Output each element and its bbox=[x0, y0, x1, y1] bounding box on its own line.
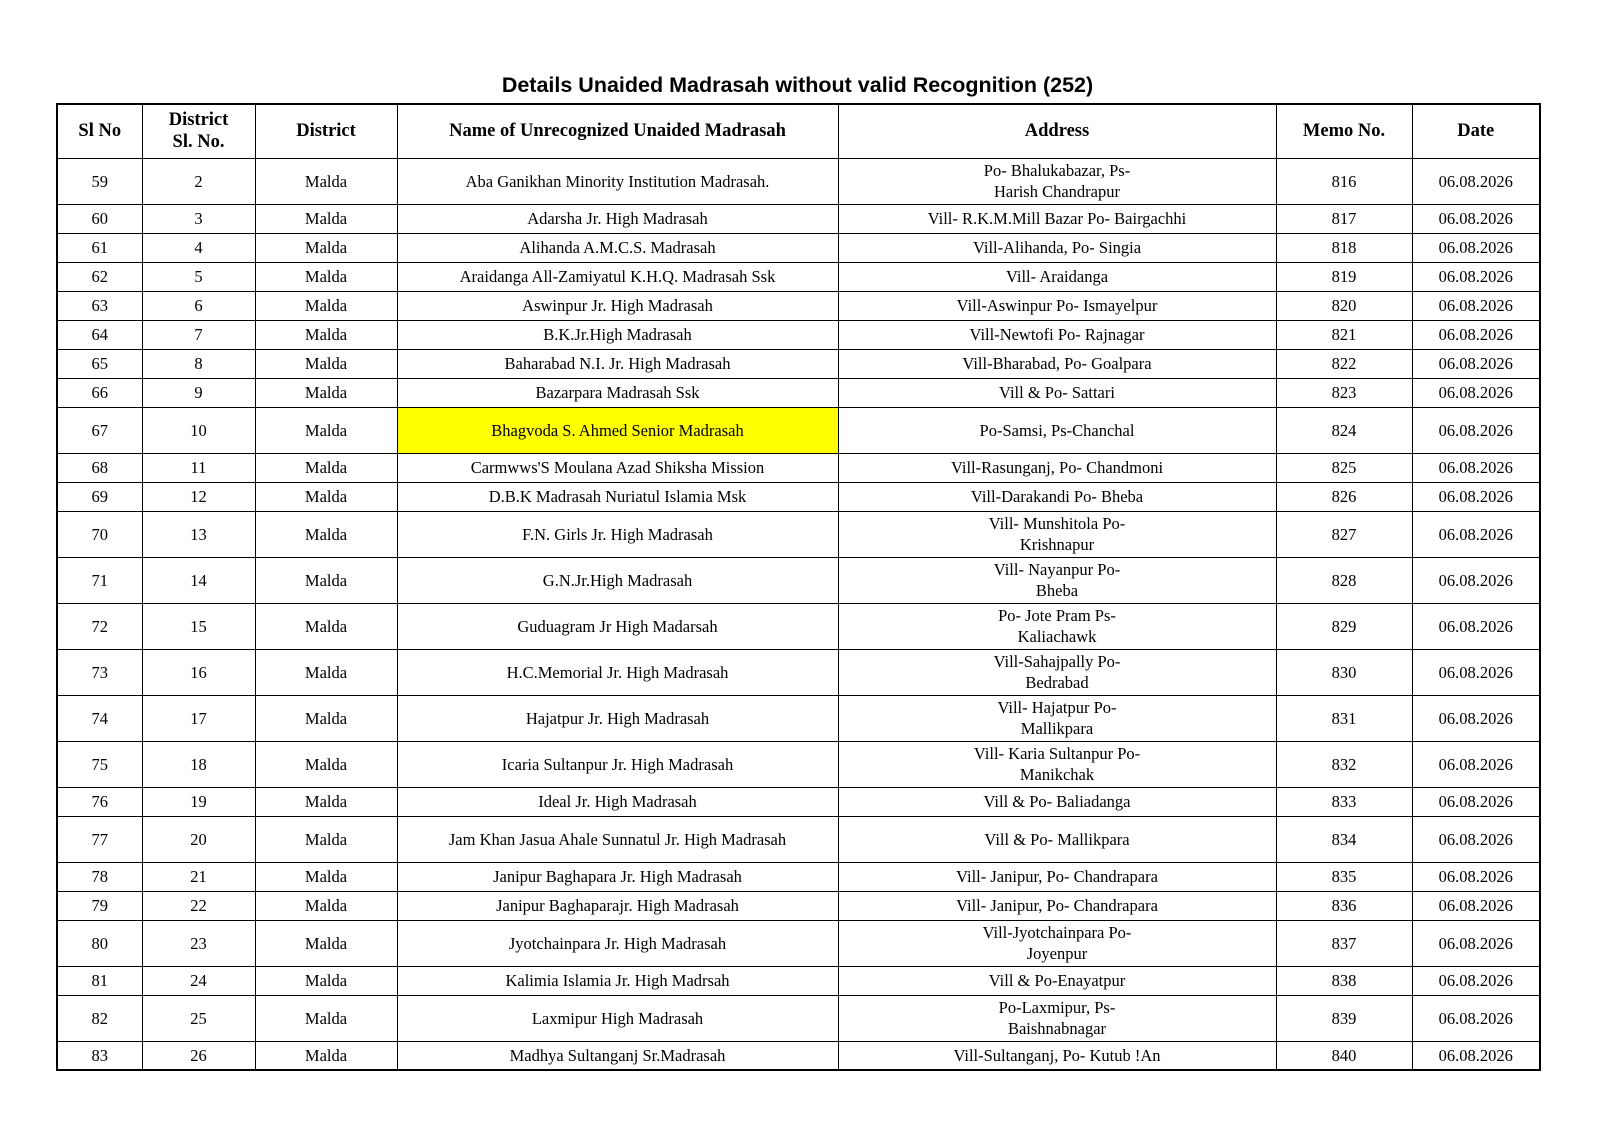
cell-madrasah-name: B.K.Jr.High Madrasah bbox=[397, 320, 838, 349]
cell-district-sl-no: 23 bbox=[142, 920, 255, 966]
table-row bbox=[57, 862, 1540, 891]
cell-address: Vill- Karia Sultanpur Po- Manikchak bbox=[838, 741, 1276, 787]
cell-madrasah-name: G.N.Jr.High Madrasah bbox=[397, 557, 838, 603]
header-district: District bbox=[255, 104, 397, 158]
cell-sl-no: 67 bbox=[57, 407, 142, 453]
cell-date: 06.08.2026 bbox=[1412, 966, 1540, 995]
table-row bbox=[57, 453, 1540, 482]
cell-date: 06.08.2026 bbox=[1412, 557, 1540, 603]
cell-date: 06.08.2026 bbox=[1412, 511, 1540, 557]
cell-madrasah-name: Alihanda A.M.C.S. Madrasah bbox=[397, 233, 838, 262]
cell-district-sl-no: 6 bbox=[142, 291, 255, 320]
cell-address: Vill-Bharabad, Po- Goalpara bbox=[838, 349, 1276, 378]
cell-district-sl-no: 13 bbox=[142, 511, 255, 557]
cell-address: Vill- Hajatpur Po- Mallikpara bbox=[838, 695, 1276, 741]
cell-address: Po- Jote Pram Ps- Kaliachawk bbox=[838, 603, 1276, 649]
table-row bbox=[57, 407, 1540, 453]
table-row bbox=[57, 966, 1540, 995]
cell-sl-no: 71 bbox=[57, 557, 142, 603]
cell-address: Vill-Rasunganj, Po- Chandmoni bbox=[838, 453, 1276, 482]
cell-madrasah-name: Baharabad N.I. Jr. High Madrasah bbox=[397, 349, 838, 378]
cell-madrasah-name: Jam Khan Jasua Ahale Sunnatul Jr. High Madrasah bbox=[397, 816, 838, 862]
cell-district: Malda bbox=[255, 158, 397, 204]
cell-district-sl-no: 25 bbox=[142, 995, 255, 1041]
cell-address: Vill & Po-Enayatpur bbox=[838, 966, 1276, 995]
cell-date: 06.08.2026 bbox=[1412, 920, 1540, 966]
table-row bbox=[57, 787, 1540, 816]
cell-memo-no: 828 bbox=[1276, 557, 1412, 603]
cell-district: Malda bbox=[255, 453, 397, 482]
cell-date: 06.08.2026 bbox=[1412, 320, 1540, 349]
table-row bbox=[57, 995, 1540, 1041]
table-row bbox=[57, 511, 1540, 557]
cell-memo-no: 840 bbox=[1276, 1041, 1412, 1070]
cell-district: Malda bbox=[255, 262, 397, 291]
cell-madrasah-name: Bazarpara Madrasah Ssk bbox=[397, 378, 838, 407]
cell-date: 06.08.2026 bbox=[1412, 603, 1540, 649]
cell-madrasah-name: Laxmipur High Madrasah bbox=[397, 995, 838, 1041]
cell-sl-no: 82 bbox=[57, 995, 142, 1041]
cell-memo-no: 833 bbox=[1276, 787, 1412, 816]
cell-sl-no: 75 bbox=[57, 741, 142, 787]
cell-madrasah-name: Janipur Baghaparajr. High Madrasah bbox=[397, 891, 838, 920]
cell-sl-no: 61 bbox=[57, 233, 142, 262]
cell-district-sl-no: 8 bbox=[142, 349, 255, 378]
table-row bbox=[57, 262, 1540, 291]
cell-district: Malda bbox=[255, 966, 397, 995]
cell-district: Malda bbox=[255, 891, 397, 920]
table-row bbox=[57, 482, 1540, 511]
cell-district: Malda bbox=[255, 378, 397, 407]
cell-address: Vill-Newtofi Po- Rajnagar bbox=[838, 320, 1276, 349]
cell-address: Po- Bhalukabazar, Ps- Harish Chandrapur bbox=[838, 158, 1276, 204]
cell-district: Malda bbox=[255, 482, 397, 511]
cell-sl-no: 63 bbox=[57, 291, 142, 320]
cell-address: Vill-Sahajpally Po- Bedrabad bbox=[838, 649, 1276, 695]
cell-address: Vill & Po- Baliadanga bbox=[838, 787, 1276, 816]
cell-sl-no: 83 bbox=[57, 1041, 142, 1070]
page-title: Details Unaided Madrasah without valid Recognition (252) bbox=[501, 73, 1094, 97]
cell-date: 06.08.2026 bbox=[1412, 862, 1540, 891]
cell-date: 06.08.2026 bbox=[1412, 204, 1540, 233]
cell-district-sl-no: 16 bbox=[142, 649, 255, 695]
cell-district: Malda bbox=[255, 920, 397, 966]
cell-memo-no: 836 bbox=[1276, 891, 1412, 920]
cell-address: Vill-Darakandi Po- Bheba bbox=[838, 482, 1276, 511]
table-body bbox=[57, 158, 1540, 1070]
cell-memo-no: 837 bbox=[1276, 920, 1412, 966]
header-district-sl-no: District Sl. No. bbox=[142, 104, 255, 158]
cell-district: Malda bbox=[255, 862, 397, 891]
madrasah-table bbox=[56, 103, 1541, 1071]
cell-memo-no: 825 bbox=[1276, 453, 1412, 482]
table-row bbox=[57, 891, 1540, 920]
table-row bbox=[57, 920, 1540, 966]
cell-date: 06.08.2026 bbox=[1412, 291, 1540, 320]
cell-sl-no: 59 bbox=[57, 158, 142, 204]
cell-date: 06.08.2026 bbox=[1412, 995, 1540, 1041]
cell-district-sl-no: 17 bbox=[142, 695, 255, 741]
cell-madrasah-name: Hajatpur Jr. High Madrasah bbox=[397, 695, 838, 741]
cell-madrasah-name: Adarsha Jr. High Madrasah bbox=[397, 204, 838, 233]
cell-sl-no: 64 bbox=[57, 320, 142, 349]
cell-address: Vill-Jyotchainpara Po- Joyenpur bbox=[838, 920, 1276, 966]
cell-address: Vill & Po- Mallikpara bbox=[838, 816, 1276, 862]
cell-madrasah-name: Icaria Sultanpur Jr. High Madrasah bbox=[397, 741, 838, 787]
cell-district-sl-no: 18 bbox=[142, 741, 255, 787]
cell-date: 06.08.2026 bbox=[1412, 378, 1540, 407]
cell-memo-no: 829 bbox=[1276, 603, 1412, 649]
table-row bbox=[57, 291, 1540, 320]
cell-sl-no: 80 bbox=[57, 920, 142, 966]
cell-madrasah-name: Kalimia Islamia Jr. High Madrsah bbox=[397, 966, 838, 995]
cell-date: 06.08.2026 bbox=[1412, 816, 1540, 862]
cell-sl-no: 72 bbox=[57, 603, 142, 649]
cell-memo-no: 816 bbox=[1276, 158, 1412, 204]
cell-district: Malda bbox=[255, 204, 397, 233]
cell-sl-no: 65 bbox=[57, 349, 142, 378]
cell-memo-no: 817 bbox=[1276, 204, 1412, 233]
cell-date: 06.08.2026 bbox=[1412, 233, 1540, 262]
header-madrasah-name: Name of Unrecognized Unaided Madrasah bbox=[397, 104, 838, 158]
cell-date: 06.08.2026 bbox=[1412, 741, 1540, 787]
table-row bbox=[57, 816, 1540, 862]
cell-memo-no: 823 bbox=[1276, 378, 1412, 407]
cell-memo-no: 834 bbox=[1276, 816, 1412, 862]
cell-district-sl-no: 5 bbox=[142, 262, 255, 291]
cell-madrasah-name: Bhagvoda S. Ahmed Senior Madrasah bbox=[397, 407, 838, 453]
cell-district: Malda bbox=[255, 407, 397, 453]
cell-memo-no: 827 bbox=[1276, 511, 1412, 557]
cell-district-sl-no: 21 bbox=[142, 862, 255, 891]
cell-district: Malda bbox=[255, 349, 397, 378]
cell-district-sl-no: 22 bbox=[142, 891, 255, 920]
cell-date: 06.08.2026 bbox=[1412, 649, 1540, 695]
cell-district: Malda bbox=[255, 511, 397, 557]
header-row bbox=[57, 104, 1540, 158]
cell-address: Vill- Janipur, Po- Chandrapara bbox=[838, 862, 1276, 891]
cell-address: Vill- R.K.M.Mill Bazar Po- Bairgachhi bbox=[838, 204, 1276, 233]
table-row bbox=[57, 695, 1540, 741]
cell-madrasah-name: Guduagram Jr High Madarsah bbox=[397, 603, 838, 649]
cell-memo-no: 821 bbox=[1276, 320, 1412, 349]
cell-district-sl-no: 20 bbox=[142, 816, 255, 862]
cell-sl-no: 78 bbox=[57, 862, 142, 891]
cell-sl-no: 74 bbox=[57, 695, 142, 741]
table-row bbox=[57, 649, 1540, 695]
cell-madrasah-name: Aba Ganikhan Minority Institution Madrasah. bbox=[397, 158, 838, 204]
cell-address: Po-Samsi, Ps-Chanchal bbox=[838, 407, 1276, 453]
cell-sl-no: 79 bbox=[57, 891, 142, 920]
cell-district-sl-no: 7 bbox=[142, 320, 255, 349]
cell-address: Vill & Po- Sattari bbox=[838, 378, 1276, 407]
cell-date: 06.08.2026 bbox=[1412, 891, 1540, 920]
cell-district: Malda bbox=[255, 291, 397, 320]
cell-district-sl-no: 14 bbox=[142, 557, 255, 603]
cell-memo-no: 839 bbox=[1276, 995, 1412, 1041]
cell-district-sl-no: 24 bbox=[142, 966, 255, 995]
cell-memo-no: 818 bbox=[1276, 233, 1412, 262]
cell-address: Vill-Alihanda, Po- Singia bbox=[838, 233, 1276, 262]
cell-date: 06.08.2026 bbox=[1412, 787, 1540, 816]
header-date: Date bbox=[1412, 104, 1540, 158]
cell-sl-no: 76 bbox=[57, 787, 142, 816]
cell-district-sl-no: 9 bbox=[142, 378, 255, 407]
cell-date: 06.08.2026 bbox=[1412, 407, 1540, 453]
cell-district-sl-no: 2 bbox=[142, 158, 255, 204]
table-row bbox=[57, 1041, 1540, 1070]
cell-date: 06.08.2026 bbox=[1412, 482, 1540, 511]
cell-memo-no: 835 bbox=[1276, 862, 1412, 891]
cell-memo-no: 820 bbox=[1276, 291, 1412, 320]
cell-sl-no: 68 bbox=[57, 453, 142, 482]
cell-address: Vill-Aswinpur Po- Ismayelpur bbox=[838, 291, 1276, 320]
cell-madrasah-name: Aswinpur Jr. High Madrasah bbox=[397, 291, 838, 320]
table-row bbox=[57, 349, 1540, 378]
table-row bbox=[57, 603, 1540, 649]
table-row bbox=[57, 233, 1540, 262]
cell-memo-no: 831 bbox=[1276, 695, 1412, 741]
cell-madrasah-name: H.C.Memorial Jr. High Madrasah bbox=[397, 649, 838, 695]
cell-district: Malda bbox=[255, 741, 397, 787]
cell-address: Po-Laxmipur, Ps- Baishnabnagar bbox=[838, 995, 1276, 1041]
cell-district: Malda bbox=[255, 233, 397, 262]
cell-district: Malda bbox=[255, 320, 397, 349]
header-memo-no: Memo No. bbox=[1276, 104, 1412, 158]
cell-madrasah-name: Jyotchainpara Jr. High Madrasah bbox=[397, 920, 838, 966]
cell-madrasah-name: D.B.K Madrasah Nuriatul Islamia Msk bbox=[397, 482, 838, 511]
cell-date: 06.08.2026 bbox=[1412, 158, 1540, 204]
cell-sl-no: 77 bbox=[57, 816, 142, 862]
cell-madrasah-name: Ideal Jr. High Madrasah bbox=[397, 787, 838, 816]
cell-district-sl-no: 4 bbox=[142, 233, 255, 262]
cell-sl-no: 62 bbox=[57, 262, 142, 291]
cell-madrasah-name: Janipur Baghapara Jr. High Madrasah bbox=[397, 862, 838, 891]
cell-sl-no: 73 bbox=[57, 649, 142, 695]
cell-district: Malda bbox=[255, 557, 397, 603]
cell-district-sl-no: 19 bbox=[142, 787, 255, 816]
cell-date: 06.08.2026 bbox=[1412, 453, 1540, 482]
cell-district-sl-no: 12 bbox=[142, 482, 255, 511]
cell-address: Vill-Sultanganj, Po- Kutub !An bbox=[838, 1041, 1276, 1070]
cell-madrasah-name: Madhya Sultanganj Sr.Madrasah bbox=[397, 1041, 838, 1070]
cell-sl-no: 69 bbox=[57, 482, 142, 511]
table-row bbox=[57, 204, 1540, 233]
cell-district: Malda bbox=[255, 603, 397, 649]
cell-address: Vill- Janipur, Po- Chandrapara bbox=[838, 891, 1276, 920]
cell-district-sl-no: 15 bbox=[142, 603, 255, 649]
cell-memo-no: 826 bbox=[1276, 482, 1412, 511]
cell-district-sl-no: 10 bbox=[142, 407, 255, 453]
cell-district-sl-no: 26 bbox=[142, 1041, 255, 1070]
cell-district: Malda bbox=[255, 816, 397, 862]
cell-address: Vill- Nayanpur Po- Bheba bbox=[838, 557, 1276, 603]
table-row bbox=[57, 741, 1540, 787]
header-sl-no: Sl No bbox=[57, 104, 142, 158]
cell-district: Malda bbox=[255, 995, 397, 1041]
cell-memo-no: 824 bbox=[1276, 407, 1412, 453]
table-row bbox=[57, 158, 1540, 204]
cell-memo-no: 819 bbox=[1276, 262, 1412, 291]
table-row bbox=[57, 557, 1540, 603]
table-header bbox=[57, 104, 1540, 158]
cell-district: Malda bbox=[255, 1041, 397, 1070]
cell-district: Malda bbox=[255, 695, 397, 741]
cell-date: 06.08.2026 bbox=[1412, 349, 1540, 378]
cell-date: 06.08.2026 bbox=[1412, 262, 1540, 291]
cell-sl-no: 60 bbox=[57, 204, 142, 233]
cell-sl-no: 70 bbox=[57, 511, 142, 557]
cell-address: Vill- Munshitola Po- Krishnapur bbox=[838, 511, 1276, 557]
cell-district: Malda bbox=[255, 649, 397, 695]
cell-district-sl-no: 11 bbox=[142, 453, 255, 482]
cell-district: Malda bbox=[255, 787, 397, 816]
cell-memo-no: 838 bbox=[1276, 966, 1412, 995]
cell-memo-no: 822 bbox=[1276, 349, 1412, 378]
cell-sl-no: 81 bbox=[57, 966, 142, 995]
cell-district-sl-no: 3 bbox=[142, 204, 255, 233]
cell-memo-no: 832 bbox=[1276, 741, 1412, 787]
table-row bbox=[57, 320, 1540, 349]
cell-madrasah-name: Carmwws'S Moulana Azad Shiksha Mission bbox=[397, 453, 838, 482]
cell-madrasah-name: F.N. Girls Jr. High Madrasah bbox=[397, 511, 838, 557]
cell-sl-no: 66 bbox=[57, 378, 142, 407]
cell-date: 06.08.2026 bbox=[1412, 695, 1540, 741]
header-address: Address bbox=[838, 104, 1276, 158]
cell-madrasah-name: Araidanga All-Zamiyatul K.H.Q. Madrasah Ssk bbox=[397, 262, 838, 291]
cell-memo-no: 830 bbox=[1276, 649, 1412, 695]
cell-date: 06.08.2026 bbox=[1412, 1041, 1540, 1070]
table-row bbox=[57, 378, 1540, 407]
cell-address: Vill- Araidanga bbox=[838, 262, 1276, 291]
